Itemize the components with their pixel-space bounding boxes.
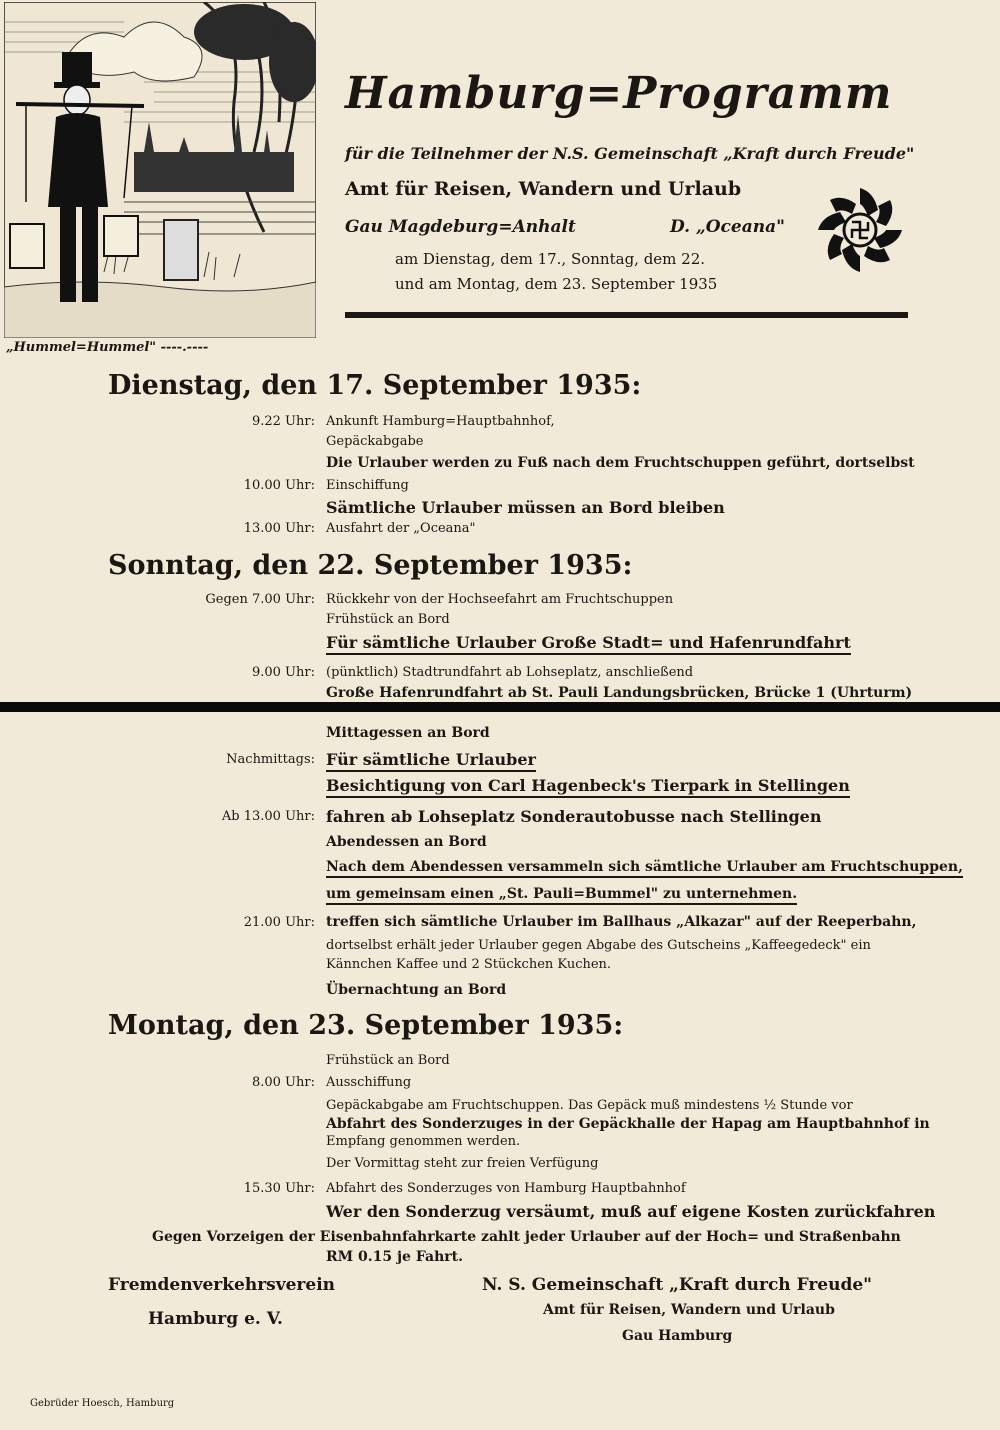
header-rule <box>345 312 908 318</box>
fare-line-2: RM 0.15 je Fahrt. <box>326 1249 463 1265</box>
entry-line: Wer den Sonderzug versäumt, muß auf eigene Kosten zurückfahren <box>326 1202 936 1221</box>
entry-line: Frühstück an Bord <box>326 612 450 627</box>
afternoon-line-2: Besichtigung von Carl Hagenbeck's Tierpark in Stellingen <box>326 776 850 798</box>
fare-line-1: Gegen Vorzeigen der Eisenbahnfahrkarte zahlt jeder Urlauber auf der Hoch= und Straßenbahn <box>152 1229 901 1245</box>
time-0800: 8.00 Uhr: <box>251 1075 315 1090</box>
alkazar-line-1: treffen sich sämtliche Urlauber im Ballhaus „Alkazar" auf der Reeperbahn, <box>326 914 917 930</box>
alkazar-line-2: dortselbst erhält jeder Urlauber gegen Abgabe des Gutscheins „Kaffeegedeck" ein <box>326 938 871 953</box>
footer-right-office: Amt für Reisen, Wandern und Urlaub <box>543 1302 835 1318</box>
entry-line: Abfahrt des Sonderzuges von Hamburg Hauptbahnhof <box>326 1181 686 1196</box>
time-0900: 9.00 Uhr: <box>251 665 315 680</box>
program-title: Hamburg=Programm <box>345 68 893 119</box>
program-sheet-bottom <box>0 712 1000 1430</box>
bus-line: fahren ab Lohseplatz Sonderautobusse nach Stellingen <box>326 807 822 826</box>
entry-line: (pünktlich) Stadtrundfahrt ab Lohseplatz, anschließend <box>326 665 694 680</box>
entry-line: Sämtliche Urlauber müssen an Bord bleiben <box>326 498 725 517</box>
sheet-divider <box>0 702 1000 712</box>
hummel-illustration <box>4 2 316 338</box>
footer-left-org: Fremdenverkehrsverein <box>108 1275 336 1295</box>
overnight-line: Übernachtung an Bord <box>326 982 507 998</box>
entry-line: Die Urlauber werden zu Fuß nach dem Fruchtschuppen geführt, dortselbst <box>326 455 915 471</box>
entry-line: Ankunft Hamburg=Hauptbahnhof, <box>326 414 555 429</box>
program-sheet-top <box>0 0 1000 702</box>
program-subtitle: für die Teilnehmer der N.S. Gemeinschaft „Kraft durch Freude" <box>345 144 915 163</box>
footer-left-city: Hamburg e. V. <box>148 1309 283 1329</box>
after-dinner-line-1: Nach dem Abendessen versammeln sich sämtliche Urlauber am Fruchtschuppen, <box>326 859 963 878</box>
printer-mark: Gebrüder Hoesch, Hamburg <box>30 1398 175 1409</box>
lunch-line: Mittagessen an Bord <box>326 725 490 741</box>
footer-right-org: N. S. Gemeinschaft „Kraft durch Freude" <box>482 1275 873 1295</box>
time-1000: 10.00 Uhr: <box>243 478 315 493</box>
afternoon-line-1: Für sämtliche Urlauber <box>326 750 536 772</box>
day-heading-monday: Montag, den 23. September 1935: <box>108 1010 624 1041</box>
time-1530: 15.30 Uhr: <box>243 1181 315 1196</box>
footer-right-gau: Gau Hamburg <box>622 1328 733 1344</box>
time-1300-bus: Ab 13.00 Uhr: <box>221 809 315 824</box>
day-heading-tuesday: Dienstag, den 17. September 1935: <box>108 370 642 401</box>
time-0700: Gegen 7.00 Uhr: <box>205 592 315 607</box>
alkazar-line-3: Kännchen Kaffee und 2 Stückchen Kuchen. <box>326 957 612 972</box>
time-0922: 9.22 Uhr: <box>251 414 315 429</box>
entry-line: Empfang genommen werden. <box>326 1134 521 1149</box>
time-afternoon: Nachmittags: <box>226 752 315 767</box>
after-dinner-line-2: um gemeinsam einen „St. Pauli=Bummel" zu unternehmen. <box>326 886 797 905</box>
illustration-caption: „Hummel=Hummel" ----.---- <box>6 340 209 355</box>
entry-line: Gepäckabgabe <box>326 434 424 449</box>
entry-line: Gepäckabgabe am Fruchtschuppen. Das Gepäck muß mindestens ½ Stunde vor <box>326 1098 853 1113</box>
entry-line: Große Hafenrundfahrt ab St. Pauli Landungsbrücken, Brücke 1 (Uhrturm) <box>326 685 913 701</box>
office-name: Amt für Reisen, Wandern und Urlaub <box>345 178 742 200</box>
breakfast-line: Frühstück an Bord <box>326 1053 450 1068</box>
time-2100: 21.00 Uhr: <box>243 915 315 930</box>
dates-line-2: und am Montag, dem 23. September 1935 <box>395 275 718 293</box>
entry-line: Einschiffung <box>326 478 409 493</box>
entry-line: Der Vormittag steht zur freien Verfügung <box>326 1156 599 1171</box>
entry-line: Abfahrt des Sonderzuges in der Gepäckhalle der Hapag am Hauptbahnhof in <box>326 1116 930 1132</box>
entry-line-underlined: Für sämtliche Urlauber Große Stadt= und Hafenrundfahrt <box>326 633 851 655</box>
dates-line-1: am Dienstag, dem 17., Sonntag, dem 22. <box>395 250 706 268</box>
day-heading-sunday: Sonntag, den 22. September 1935: <box>108 550 633 581</box>
entry-line: Rückkehr von der Hochseefahrt am Fruchtschuppen <box>326 592 674 607</box>
time-1300: 13.00 Uhr: <box>243 521 315 536</box>
entry-line: Ausfahrt der „Oceana" <box>326 521 476 536</box>
entry-line: Ausschiffung <box>326 1075 412 1090</box>
gau-name: Gau Magdeburg=Anhalt <box>345 217 576 237</box>
dinner-line: Abendessen an Bord <box>326 834 487 850</box>
kdf-emblem-icon <box>812 182 908 278</box>
ship-name: D. „Oceana" <box>670 217 785 237</box>
